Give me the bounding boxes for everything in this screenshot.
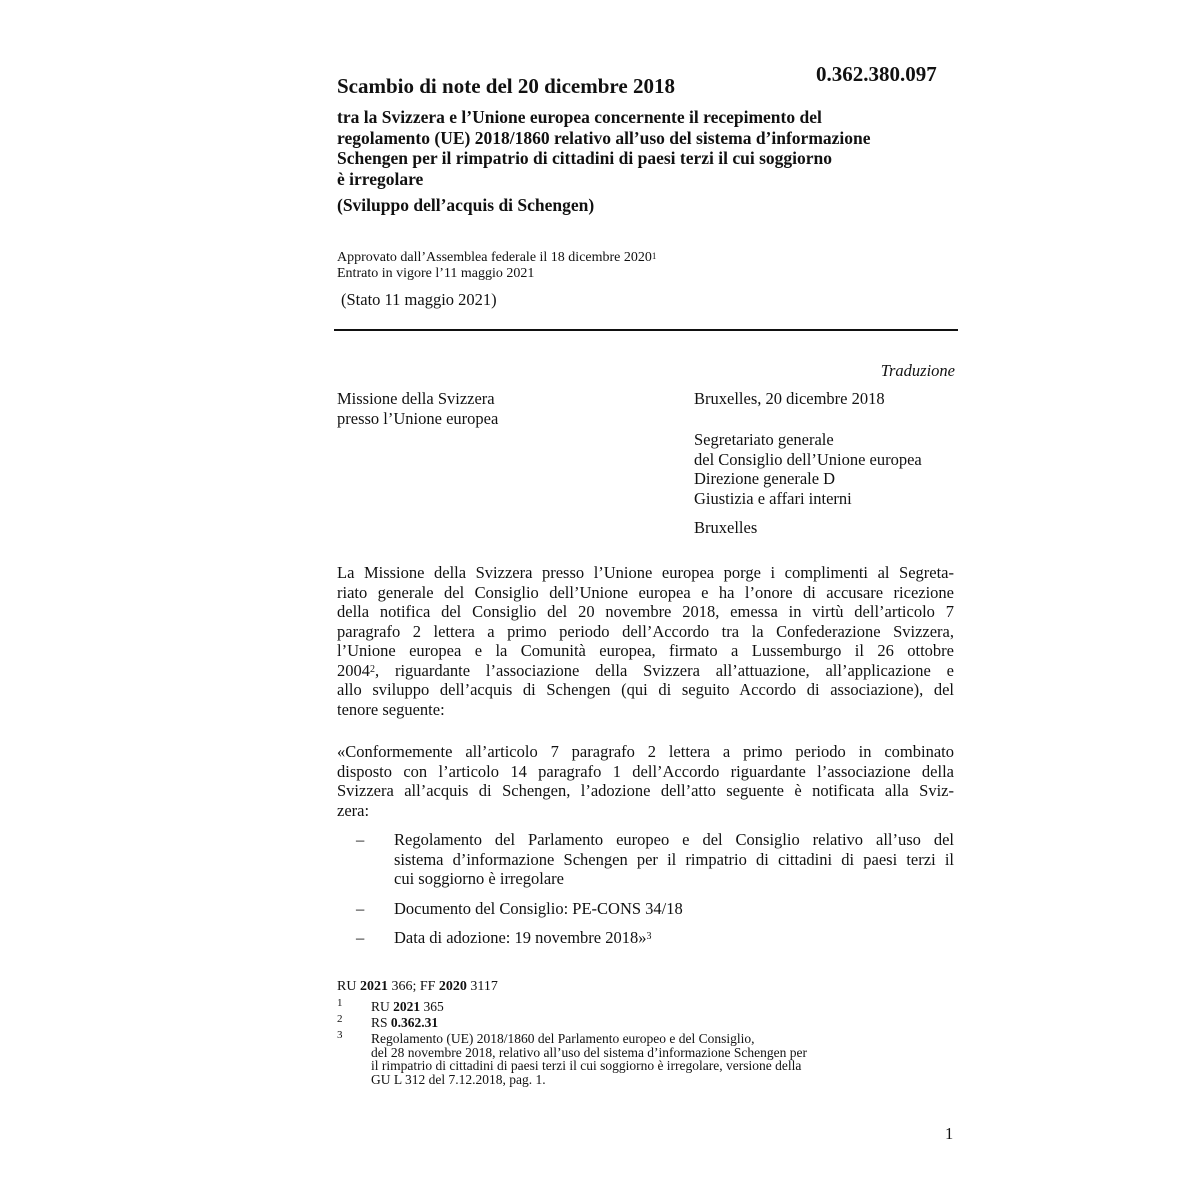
- list-dash: –: [356, 830, 365, 849]
- status-date: (Stato 11 maggio 2021): [341, 290, 497, 309]
- development-note: (Sviluppo dell’acquis di Schengen): [337, 195, 595, 215]
- paragraph-line: tenore seguente:: [337, 699, 445, 719]
- paragraph-2: [337, 742, 954, 820]
- list-item-line: cui soggiorno è irregolare: [394, 869, 564, 888]
- ff-year: 2020: [438, 979, 467, 994]
- letter-date: Bruxelles, 20 dicembre 2018: [694, 389, 885, 408]
- recipient-line: del Consiglio dell’Unione europea: [694, 449, 922, 469]
- ru-year: 2021: [359, 979, 388, 994]
- subtitle-line: tra la Svizzera e l’Unione europea concernente il recepimento del: [337, 107, 822, 127]
- list-item-line: [394, 928, 954, 948]
- header-divider: [334, 329, 958, 331]
- page-number: 1: [945, 1124, 954, 1143]
- footnote-prefix: RU: [371, 999, 394, 1014]
- recipient-block: [694, 430, 922, 508]
- list-item-line: Regolamento del Parlamento europeo e del Consiglio relativo all’uso del: [394, 830, 954, 849]
- recipient-line: Direzione generale D: [694, 469, 836, 488]
- footnote-number: 3: [337, 1029, 343, 1041]
- paragraph-line: disposto con l’articolo 14 paragrafo 1 dell’Accordo riguardante l’associazione della: [337, 761, 954, 781]
- translation-label: Traduzione: [880, 361, 955, 380]
- footnote-prefix: RS: [371, 1015, 391, 1030]
- paragraph-line: paragrafo 2 lettera a primo periodo dell’Accordo tra la Confederazione Svizzera,: [337, 621, 954, 641]
- footnote-ref-3[interactable]: 3: [646, 931, 652, 942]
- document-subtitle: [337, 107, 967, 189]
- paragraph-line: allo sviluppo dell’acquis di Schengen (qui di seguito Accordo di associazione), del: [337, 680, 954, 699]
- paragraph-1: [337, 563, 954, 719]
- paragraph-line: «Conformemente all’articolo 7 paragrafo 2 lettera a primo periodo in combinato: [337, 742, 954, 761]
- line-text: , riguardante l’associazione della Svizzera all’attuazione, all’applicazione e: [375, 660, 954, 680]
- list-dash: –: [356, 899, 365, 918]
- footnote-line: il rimpatrio di cittadini di paesi terzi il cui soggiorno è irregolare, versione della: [371, 1058, 802, 1074]
- subtitle-line: regolamento (UE) 2018/1860 relativo all’uso del sistema d’informazione: [337, 127, 871, 148]
- recipient-city: Bruxelles: [694, 518, 758, 537]
- in-force-text: Entrato in vigore l’11 maggio 2021: [337, 266, 535, 281]
- sender-line: presso l’Unione europea: [337, 408, 499, 428]
- year-text: 2004: [337, 660, 370, 680]
- footnote-bold: 0.362.31: [390, 1015, 439, 1030]
- paragraph-line: l’Unione europea e la Comunità europea, firmato a Lussemburgo il 26 ottobre: [337, 641, 954, 660]
- approved-text: Approvato dall’Assemblea federale il 18 dicembre 2020: [337, 250, 652, 265]
- ff-rest: 3117: [466, 979, 498, 994]
- footnote-line: GU L 312 del 7.12.2018, pag. 1.: [371, 1071, 546, 1087]
- paragraph-line: [337, 661, 954, 681]
- ru-rest: 366; FF: [387, 979, 439, 994]
- footnote-number: 2: [337, 1013, 343, 1025]
- paragraph-line: La Missione della Svizzera presso l’Unione europea porge i complimenti al Segreta-: [337, 563, 954, 582]
- footnote-ref-1[interactable]: 1: [651, 251, 657, 261]
- list-item-line: sistema d’informazione Schengen per il rimpatrio di cittadini di paesi terzi il: [394, 849, 954, 869]
- paragraph-line: Svizzera all’acquis di Schengen, l’adozione dell’atto seguente è notificata alla Sviz-: [337, 781, 954, 800]
- paragraph-line: riato generale del Consiglio dell’Unione europea e ha l’onore di accusare ricezione: [337, 582, 954, 602]
- recipient-line: Segretariato generale: [694, 430, 834, 449]
- list-item-line: Documento del Consiglio: PE-CONS 34/18: [394, 899, 683, 918]
- footnote-rest: 365: [420, 999, 444, 1014]
- document-number: 0.362.380.097: [816, 62, 937, 86]
- official-references: [337, 979, 498, 995]
- footnote-bold: 2021: [393, 999, 421, 1014]
- list-dash: –: [356, 928, 365, 947]
- footnote-line: Regolamento (UE) 2018/1860 del Parlamento europeo e del Consiglio,: [371, 1031, 755, 1046]
- subtitle-line: Schengen per il rimpatrio di cittadini di paesi terzi il cui soggiorno: [337, 148, 833, 168]
- footnote-ref-2[interactable]: 2: [370, 663, 375, 675]
- sender-block: [337, 389, 498, 428]
- footnote-number: 1: [337, 997, 343, 1009]
- footnote-line: del 28 novembre 2018, relativo all’uso del sistema d’informazione Schengen per: [371, 1044, 807, 1060]
- paragraph-line: della notifica del Consiglio del 20 novembre 2018, emessa in virtù dell’articolo 7: [337, 602, 954, 621]
- document-title: Scambio di note del 20 dicembre 2018: [337, 74, 675, 98]
- sender-line: Missione della Svizzera: [337, 389, 495, 408]
- paragraph-line: zera:: [337, 800, 370, 820]
- ru-prefix: RU: [337, 979, 360, 994]
- approval-meta: [337, 250, 656, 282]
- recipient-line: Giustizia e affari interni: [694, 488, 852, 508]
- list-item-text: Data di adozione: 19 novembre 2018»: [394, 928, 647, 947]
- subtitle-line: è irregolare: [337, 168, 424, 189]
